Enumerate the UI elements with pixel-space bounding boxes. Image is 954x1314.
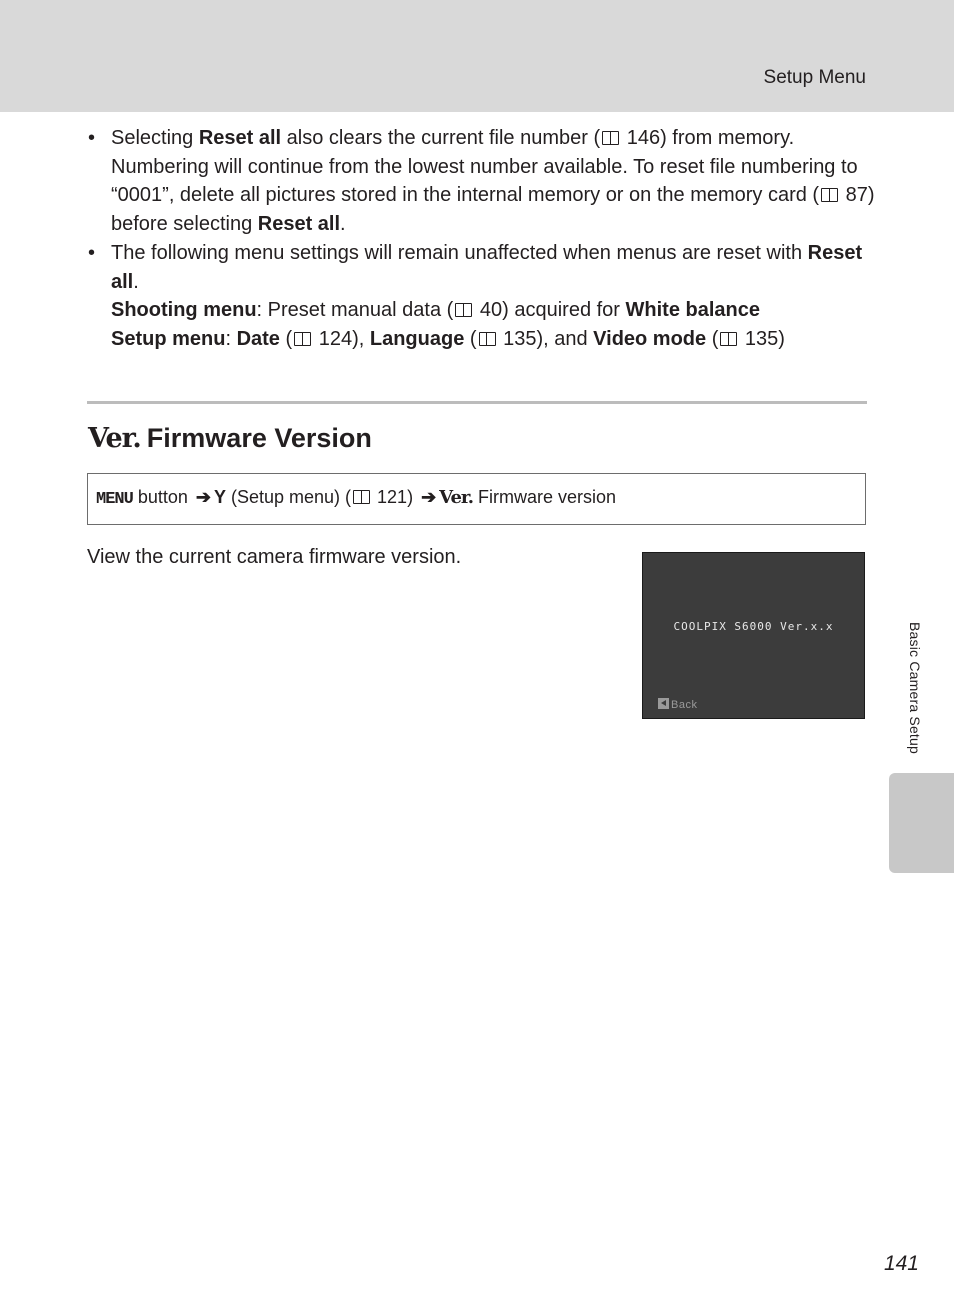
arrow-right-icon: ➔	[421, 487, 437, 507]
page-header	[0, 0, 954, 112]
arrow-right-icon: ➔	[195, 487, 211, 507]
bullet-list	[88, 124, 878, 354]
date-term: Date	[236, 327, 280, 350]
back-button	[658, 698, 697, 711]
wrench-icon: Y	[213, 487, 226, 507]
video-mode-term: Video mode	[593, 327, 707, 350]
book-icon	[455, 303, 472, 317]
book-icon	[602, 131, 619, 145]
firmware-version-icon: Ver.	[88, 423, 141, 454]
page-number: 141	[883, 1252, 919, 1275]
book-icon	[821, 188, 838, 202]
back-label: Back	[671, 699, 698, 711]
book-icon	[353, 490, 370, 504]
setup-menu-term: Setup menu	[111, 327, 226, 350]
section-description: View the current camera firmware version.	[87, 546, 462, 568]
chapter-label: Basic Camera Setup	[907, 622, 923, 754]
chapter-tab	[889, 773, 954, 873]
reset-all-term: Reset all	[198, 127, 282, 149]
section-heading	[88, 423, 372, 454]
back-arrow-icon	[658, 698, 669, 709]
reset-all-term: Reset all	[257, 212, 341, 235]
white-balance-term: White balance	[625, 299, 761, 321]
bullet-reset-file-number: • Selecting Reset all also clears the current file number ( 146) from memory. Numbering will continue from the lowest number available. To reset file numbering to “0001”, delete all pictures stored in the internal memory or on the memory card ( 87) before selecting Reset all.	[88, 124, 878, 238]
firmware-version-icon: Ver.	[439, 487, 474, 508]
menu-navigation-path: MENU button ➔ Y (Setup menu) ( 121) ➔ Ver. Firmware version	[87, 473, 866, 525]
section-divider	[87, 401, 867, 404]
bullet-unaffected-settings: • The following menu settings will remain unaffected when menus are reset with Reset all. Shooting menu: Preset manual data ( 40) acquired for White balance Setup menu: Date ( 124), Language ( 135), and Video mode ( 135)	[88, 239, 878, 353]
language-term: Language	[369, 327, 465, 350]
shooting-menu-term: Shooting menu	[111, 299, 257, 321]
book-icon	[479, 332, 496, 346]
menu-button-icon: MENU	[96, 490, 133, 509]
book-icon	[720, 332, 737, 346]
header-title: Setup Menu	[763, 67, 866, 88]
section-title: Firmware Version	[146, 423, 372, 453]
camera-screen-preview	[642, 552, 865, 719]
firmware-version-text: COOLPIX S6000 Ver.x.x	[673, 620, 834, 633]
book-icon	[294, 332, 311, 346]
reset-all-term: Reset all	[111, 242, 863, 293]
